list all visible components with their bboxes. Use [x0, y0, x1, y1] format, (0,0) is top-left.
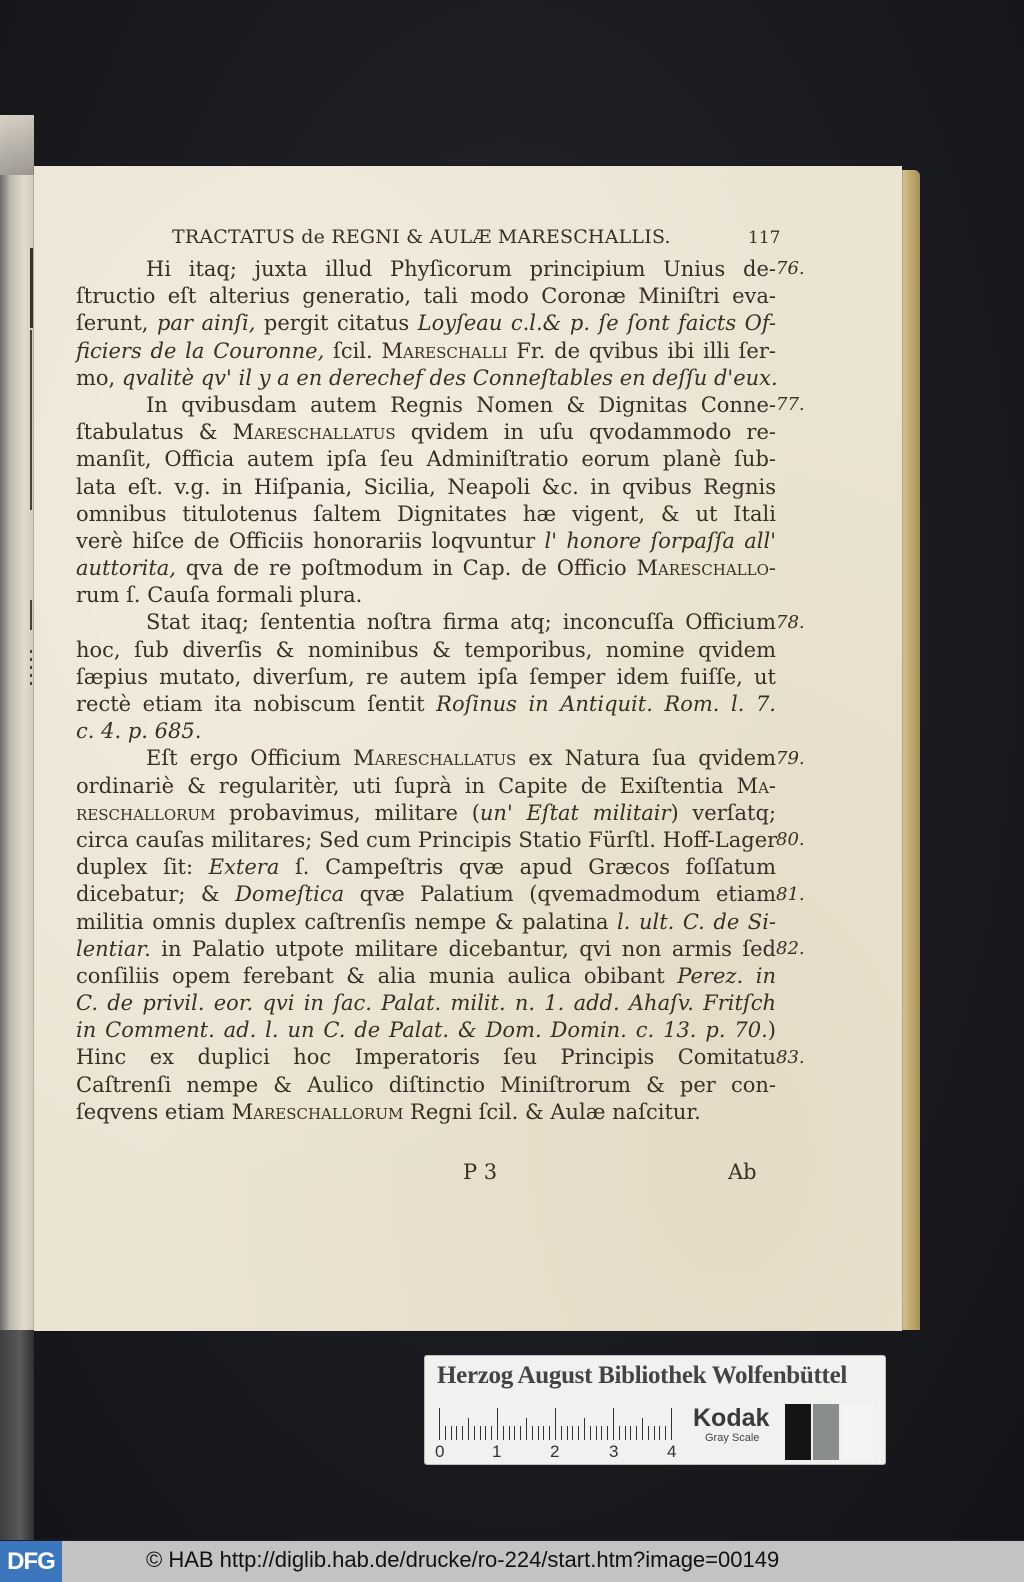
- text-run: Ma-: [736, 773, 776, 798]
- text-line: [76, 963, 776, 990]
- paragraph-number: 78.: [776, 611, 805, 633]
- ruler-tick: [636, 1426, 637, 1440]
- text-run: ex Natura ſua qvidem: [516, 746, 777, 771]
- text-line: [76, 800, 776, 827]
- italic-citation: un' Eſtat militair: [479, 800, 671, 825]
- text-line: [76, 990, 776, 1017]
- card-title: Herzog August Bibliothek Wolfenbüttel: [437, 1362, 848, 1389]
- gutter-mark: [30, 248, 33, 328]
- ruler-tick: [625, 1426, 626, 1440]
- ruler-tick: [671, 1408, 672, 1440]
- text-run: duplex ſit:: [76, 855, 209, 880]
- ruler-tick: [630, 1426, 631, 1440]
- ruler-tick: [538, 1426, 539, 1440]
- gutter-dots: [30, 650, 32, 690]
- white-swatch: [841, 1404, 873, 1460]
- text-run: hoc, ſub diverſis & nominibus & temporibus, nomine qvidem: [76, 637, 776, 662]
- text-run: Mareſchallo-: [636, 556, 776, 581]
- black-swatch: [785, 1404, 811, 1460]
- italic-citation: qvalitè qv' il y a en derechef des Conneſtables en deſſu d'eux.: [121, 365, 778, 390]
- ruler-tick: [584, 1418, 585, 1440]
- gutter-mark: [30, 330, 32, 510]
- body-text: [76, 256, 776, 1126]
- text-run: ordinariè & regularitèr, uti ſuprà in Capite de Exiſtentia: [76, 773, 737, 798]
- ruler-tick: [526, 1418, 527, 1440]
- copyright-link[interactable]: © HAB http://diglib.hab.de/drucke/ro-224/start.htm?image=00149: [146, 1547, 780, 1572]
- ruler-tick: [572, 1426, 573, 1440]
- text-run: qvidem in uſu qvodammodo re-: [395, 420, 776, 445]
- text-run: Hi itaq; juxta illud Phyſicorum principium Unius de-: [146, 257, 776, 281]
- ruler-tick: [509, 1426, 510, 1440]
- ruler-tick: [619, 1426, 620, 1440]
- ruler-tick: [659, 1426, 660, 1440]
- text-run: Caſtrenſi nempe & Aulico diſtinctio Miniſtrorum & per con-: [76, 1072, 776, 1097]
- text-run: ſtabulatus &: [76, 420, 233, 445]
- gray-scale-label: Gray Scale: [705, 1432, 760, 1444]
- text-line: [76, 283, 776, 310]
- text-run: ſerunt,: [76, 311, 157, 336]
- gutter-mark: [30, 600, 32, 630]
- italic-citation: l. ult. C. de Si-: [617, 909, 777, 934]
- footer-bar: [0, 1541, 1024, 1582]
- ruler-tick: [451, 1426, 452, 1440]
- text-line: [76, 609, 776, 636]
- text-run: Hinc ex duplici hoc Imperatoris ſeu Principis Comitatu: [76, 1045, 776, 1070]
- italic-citation: Loyſeau c.l.& p. ſe ſont faicts Of-: [417, 311, 777, 336]
- ruler-tick: [503, 1426, 504, 1440]
- ruler-tick: [578, 1426, 579, 1440]
- facing-page-corner: [0, 115, 34, 175]
- text-run: qvæ Palatium (qvemadmodum etiam: [344, 882, 776, 907]
- text-line: [76, 392, 776, 419]
- text-line: [76, 691, 776, 718]
- text-run: ſtructio eſt alterius generatio, tali modo Coronæ Miniſtri eva-: [76, 284, 776, 309]
- signature-mark: P 3: [463, 1160, 498, 1184]
- ruler-tick: [555, 1408, 556, 1440]
- ruler-tick: [590, 1426, 591, 1440]
- ruler-tick: [567, 1426, 568, 1440]
- ruler-tick: [445, 1426, 446, 1440]
- text-line: [76, 446, 776, 473]
- ruler-tick: [514, 1426, 515, 1440]
- text-line: [76, 637, 776, 664]
- italic-citation: par ainſi,: [156, 311, 256, 336]
- ruler-tick: [462, 1426, 463, 1440]
- text-line: [76, 909, 776, 936]
- ruler-label: 4: [667, 1442, 677, 1461]
- text-run: dicebatur; &: [76, 882, 236, 907]
- text-line: [76, 1044, 776, 1071]
- text-line: [76, 555, 776, 582]
- text-line: [76, 582, 776, 609]
- text-line: [76, 1099, 776, 1126]
- text-line: [76, 1017, 776, 1044]
- text-run: ſcil.: [324, 338, 382, 363]
- ruler-label: 3: [609, 1442, 619, 1461]
- text-line: [76, 664, 776, 691]
- text-line: [76, 936, 776, 963]
- italic-citation: l' honore ſorpaſſa all': [544, 528, 776, 553]
- text-run: Regni ſcil. & Aulæ naſcitur.: [403, 1099, 701, 1124]
- text-line: [76, 1072, 776, 1099]
- text-run: Mareſchallatus: [232, 420, 396, 445]
- ruler-tick: [613, 1408, 614, 1440]
- ruler-tick: [456, 1426, 457, 1440]
- text-line: [76, 745, 776, 772]
- italic-citation: in Comment. ad. l. un C. de Palat. & Dom. Domin. c. 13. p. 70.: [76, 1018, 768, 1043]
- text-run: In qvibusdam autem Regnis Nomen & Dignitas Conne-: [146, 392, 776, 417]
- text-run: Mareſchallatus: [353, 746, 517, 771]
- page-number: 117: [748, 228, 781, 248]
- text-line: [76, 338, 776, 365]
- paragraph-number: 79.: [776, 747, 805, 769]
- italic-citation: Domeſtica: [235, 882, 345, 907]
- facing-page-shadow: [0, 1330, 34, 1540]
- ruler-scale: [439, 1408, 675, 1440]
- ruler-tick: [532, 1426, 533, 1440]
- text-line: [76, 827, 776, 854]
- text-line: [76, 419, 776, 446]
- text-run: omnibus titulotenus ſaltem Dignitates hæ vigent, & ut Itali: [76, 501, 776, 526]
- ruler-tick: [607, 1426, 608, 1440]
- text-run: ) verſatq;: [670, 800, 777, 825]
- text-line: [76, 256, 776, 283]
- ruler-tick: [497, 1408, 498, 1440]
- italic-citation: C. de privil. eor. qvi in ſac. Palat. milit. n. 1. add. Ahaſv. Fritſch: [76, 991, 776, 1016]
- text-line: [76, 528, 776, 555]
- text-run: Stat itaq; ſententia noſtra firma atq; inconcuſſa Officium: [146, 610, 776, 635]
- kodak-logo: Kodak: [693, 1404, 770, 1432]
- italic-citation: c. 4. p. 685.: [76, 719, 202, 744]
- ruler-tick: [561, 1426, 562, 1440]
- gray-swatch: [813, 1404, 839, 1460]
- color-calibration-card: [425, 1356, 885, 1464]
- text-run: militia omnis duplex caſtrenſis nempe & palatina: [76, 909, 618, 934]
- page-fore-edge: [900, 170, 920, 1330]
- paragraph-number: 77.: [776, 394, 805, 415]
- italic-citation: lentiar.: [76, 936, 151, 961]
- paragraph-number: 76.: [776, 258, 805, 279]
- ruler-labels: [435, 1442, 685, 1462]
- catchword: Ab: [728, 1160, 757, 1184]
- italic-citation: auttorita,: [76, 556, 176, 581]
- ruler-tick: [439, 1408, 440, 1440]
- text-line: [76, 881, 776, 908]
- text-run: mo,: [76, 365, 122, 390]
- italic-citation: ficiers de la Couronne,: [76, 338, 325, 363]
- text-run: Mareſchallorum: [231, 1099, 404, 1124]
- italic-citation: Extera: [208, 855, 280, 880]
- ruler-tick: [480, 1426, 481, 1440]
- text-line: [76, 365, 776, 392]
- ruler-tick: [648, 1426, 649, 1440]
- text-run: Fr. de qvibus ibi illi ſer-: [507, 338, 776, 363]
- ruler-tick: [485, 1426, 486, 1440]
- text-run: ): [767, 1018, 776, 1043]
- text-run: Mareſchalli: [381, 338, 508, 363]
- ruler-tick: [468, 1418, 469, 1440]
- text-line: [76, 310, 776, 337]
- text-run: ſeqvens etiam: [76, 1099, 232, 1124]
- text-line: [76, 474, 776, 501]
- text-run: pergit citatus: [255, 311, 418, 336]
- ruler-tick: [601, 1426, 602, 1440]
- ruler-tick: [474, 1426, 475, 1440]
- text-line: [76, 718, 776, 745]
- paragraph-number: 81.: [776, 883, 805, 905]
- ruler-label: 0: [435, 1442, 445, 1461]
- italic-citation: Roſinus in Antiquit. Rom. l. 7.: [436, 692, 776, 716]
- italic-citation: Perez. in: [677, 963, 776, 988]
- text-run: lata eſt. v.g. in Hiſpania, Sicilia, Neapoli &c. in qvibus Regnis: [76, 474, 776, 499]
- running-head: TRACTATUS de REGNI & AULÆ MARESCHALLIS.: [172, 226, 671, 248]
- text-run: circa cauſas militares; Sed cum Principis Statio Fürſtl. Hoff-Lager: [76, 827, 778, 852]
- text-run: rum ſ. Cauſa formali plura.: [76, 583, 363, 608]
- text-run: reſchallorum: [76, 800, 216, 825]
- text-run: manſit, Officia autem ipſa ſeu Adminiſtratio eorum planè ſub-: [76, 447, 776, 472]
- text-line: [76, 773, 776, 800]
- ruler-label: 2: [550, 1442, 560, 1461]
- ruler-tick: [654, 1426, 655, 1440]
- ruler-tick: [491, 1426, 492, 1440]
- ruler-label: 1: [492, 1442, 502, 1461]
- paragraph-number: 80.: [776, 829, 805, 851]
- paragraph-number: 82.: [776, 938, 805, 959]
- text-run: rectè etiam ita nobiscum ſentit: [76, 692, 437, 716]
- text-run: ſæpius mutato, diverſum, re autem ipſa ſemper idem fuiſſe, ut: [76, 664, 776, 689]
- text-line: [76, 501, 776, 528]
- text-run: Eſt ergo Officium: [146, 746, 354, 771]
- ruler-tick: [549, 1426, 550, 1440]
- dfg-logo: DFG: [0, 1541, 62, 1582]
- ruler-tick: [665, 1426, 666, 1440]
- text-line: [76, 854, 776, 881]
- text-run: ſ. Campeſtris qvæ apud Græcos foſſatum: [279, 855, 776, 880]
- facing-page-edge: [0, 115, 34, 1535]
- ruler-tick: [596, 1426, 597, 1440]
- text-run: probavimus, militare (: [215, 800, 480, 825]
- ruler-tick: [520, 1426, 521, 1440]
- text-run: conſiliis opem ferebant & alia munia aulica obibant: [76, 963, 678, 988]
- ruler-tick: [642, 1418, 643, 1440]
- ruler-tick: [543, 1426, 544, 1440]
- text-run: in Palatio utpote militare dicebantur, qvi non armis ſed: [150, 936, 776, 961]
- paragraph-number: 83.: [776, 1046, 805, 1068]
- text-run: verè hiſce de Officiis honorariis loqvuntur: [76, 528, 545, 553]
- text-run: qva de re poſtmodum in Cap. de Officio: [175, 556, 637, 581]
